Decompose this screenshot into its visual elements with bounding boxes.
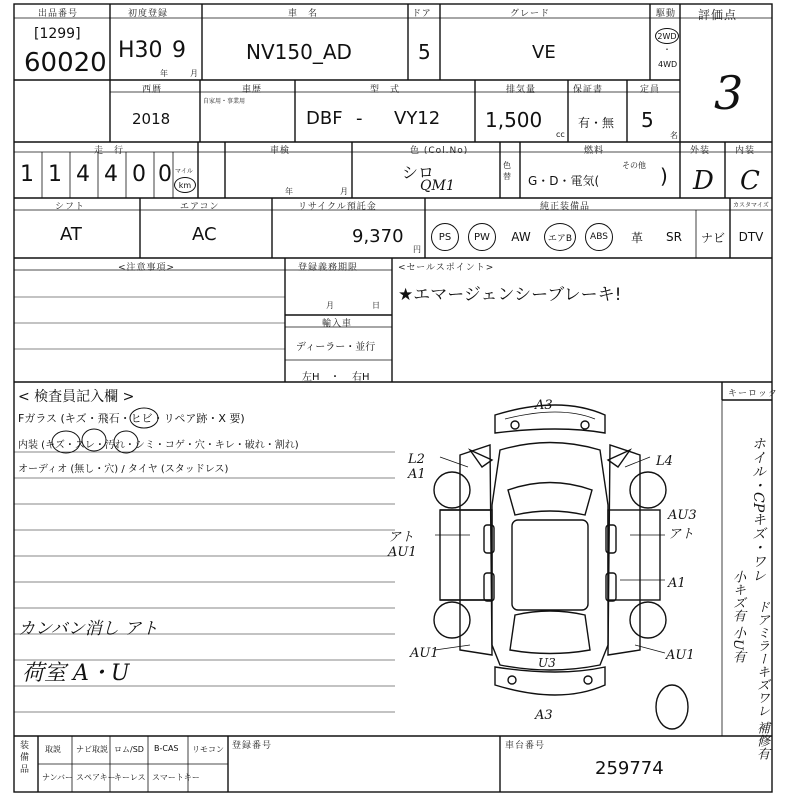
mark-rear-right: AU1 [666,648,695,663]
mileage-digit: 0 [132,162,146,187]
reg-month-unit: 月 [326,301,334,310]
capacity-label: 定員 [640,85,661,95]
first-reg-month: 9 [172,38,186,63]
displacement-value: 1,500 [485,108,543,132]
inspector-circles [14,404,394,474]
mileage-digit: 4 [76,162,90,187]
items-label: 装備品 [20,741,30,775]
aircon-label: エアコン [180,202,220,212]
mileage-digit: 4 [104,162,118,187]
equip-airbag-label: エアB [544,223,576,251]
mark-front: A3 [535,398,553,413]
handwritten-note-2: 荷室 A・U [22,661,130,686]
item-keyless: キーレス [114,773,146,782]
equip-airbag [541,222,579,252]
handle-left: 左H [302,372,320,383]
equipment-label: 純正装備品 [540,202,591,212]
lot-label: 出品番号 [38,9,79,19]
equip-dtv [735,222,767,252]
fuel-value: G・D・電気( [528,174,600,188]
score-label: 評価点 [698,8,738,22]
mark-right-rear-door: A1 [668,576,686,591]
vertical-note-mirror: ドアミラーキズワレ 補修有 [754,600,769,761]
interior-grade: C [740,166,760,196]
first-reg-era: H30 [118,38,163,63]
car-damage-diagram [400,395,720,735]
lot-sub: [1299] [34,26,81,42]
shift-label: シフト [55,202,86,212]
item-remote: リモコン [192,745,224,754]
sales-point: ★エマージェンシーブレーキ! [398,285,622,305]
western-year: 2018 [132,110,171,128]
mileage-digit: 1 [48,162,62,187]
month-unit: 月 [190,69,198,78]
mark-front-right: L4 [656,454,673,469]
vertical-note-small: 小キズ有 小U有 [730,570,745,664]
shift-value: AT [60,224,82,245]
reg-deadline-label: 登録義務期限 [298,263,359,273]
handwritten-note-1: カンバン消し アト [18,619,159,639]
mileage-digit: 1 [20,162,34,187]
model-code: VY12 [394,108,441,129]
warranty-value: 有・無 [578,116,615,130]
warranty-label: 保証書 [573,85,604,95]
inspector-line1: Fガラス (キズ・飛石・ヒビ・リペア跡・X 要) [18,412,245,425]
item-rom-sd: ロム/SD [114,745,144,754]
inspection-month: 月 [340,187,348,196]
aircon-value: AC [192,224,217,245]
color-label: 色 (Col.No) [410,146,469,156]
item-spare-key: スペアキー [76,773,116,782]
inspector-title: < 検査員記入欄 > [18,389,135,405]
reg-day-unit: 日 [372,301,380,310]
exterior-label: 外装 [690,146,711,156]
recycle-value: 9,370 [352,226,404,247]
caution-label: <注意事項> [118,263,176,273]
history-sub: 自家用・事業用 [203,98,246,105]
model-dash: - [356,108,363,129]
equip-pw-label: PW [468,223,496,251]
year-unit: 年 [160,69,168,78]
item-number-plate: ナンバー [42,773,74,782]
fuel-other: その他 [622,161,646,170]
lot-number: 60020 [24,48,107,78]
mark-rear: A3 [535,708,553,723]
recycle-label: リサイクル預託金 [298,202,377,212]
drive-4wd: 4WD [658,60,678,69]
displacement-unit: cc [556,130,565,139]
displacement-label: 排気量 [506,85,537,95]
mileage-label: 走 行 [94,146,125,156]
item-bcas: B-CAS [154,744,179,753]
item-navi-manual: ナビ取説 [76,745,108,754]
vertical-note-wheel: ホイル・CPキズ・ワレ [750,436,766,583]
mark-right-door: AU3 アト [668,508,697,542]
grade-label: グレード [510,9,551,19]
equipment-extra-label: カスタマイズ [733,202,769,209]
fuel-label: 燃料 [584,146,605,156]
color-code: QM1 [420,178,455,194]
capacity-unit: 名 [670,131,678,140]
score-value: 3 [714,66,744,120]
equip-pw [466,222,498,252]
equip-abs [583,222,615,252]
equip-abs-label: ABS [585,223,613,251]
fuel-close: ) [660,164,668,188]
interior-label: 内装 [735,146,756,156]
equip-navi [697,222,729,252]
mileage-unit-km: km [174,177,196,193]
import-label: 輸入車 [322,319,353,329]
drive-separator: ・ [663,45,671,54]
item-manual: 取説 [45,745,61,754]
color-value: シロ [402,163,435,182]
doors-value: 5 [418,40,431,64]
doors-label: ドア [412,9,432,19]
inspector-line2: 内装 (キズ・スレ・汚れ・シミ・コゲ・穴・キレ・破れ・割れ) [18,440,299,451]
chassis-label: 車台番号 [505,741,546,751]
equip-sr [658,222,690,252]
first-reg-label: 初度登録 [128,9,169,19]
equip-ps-label: PS [431,223,459,251]
equip-leather-label: 革 [630,230,643,245]
recycle-unit: 円 [413,245,421,254]
drive-label: 駆動 [656,9,677,19]
sales-point-label: <セールスポイント> [398,263,495,273]
equip-sr-label: SR [666,230,682,244]
history-label: 車歴 [242,85,263,95]
handle-right: 右H [352,372,370,383]
mark-left-door: アト AU1 [388,530,417,560]
inspection-label: 車検 [270,146,291,156]
item-smart-key: スマートキー [152,773,200,782]
equip-ps [429,222,461,252]
model-prefix: DBF [306,108,343,129]
mileage-unit-mile: マイル [175,168,193,175]
mileage-digit: 0 [158,162,172,187]
equip-dtv-label: DTV [738,230,764,244]
exterior-grade: D [693,166,714,196]
reg-number-label: 登録番号 [232,741,273,751]
inspection-year: 年 [285,187,293,196]
mark-front-left: L2 A1 [408,452,426,482]
car-name-label: 車 名 [288,9,319,19]
equip-aw-label: AW [511,230,531,244]
key-lock-label: キーロック [728,389,778,399]
equip-leather [621,222,653,252]
equip-aw [505,222,537,252]
grade-value: VE [532,42,556,63]
import-dealer: ディーラー・並行 [296,342,376,353]
model-label: 型 式 [370,85,401,95]
equip-navi-label: ナビ [700,230,725,245]
handle-dot: ・ [330,372,340,383]
mark-rear-left: AU1 [410,646,439,661]
chassis-number: 259774 [595,758,664,779]
drive-2wd: 2WD [655,28,679,44]
car-name: NV150_AD [246,40,352,64]
western-label: 西暦 [142,85,163,95]
capacity-value: 5 [641,108,654,132]
color-change-label: 色替 [503,161,511,181]
mark-roof-rear: U3 [538,656,556,670]
inspector-line3: オーディオ (無し・穴) / タイヤ (スタッドレス) [18,464,229,475]
